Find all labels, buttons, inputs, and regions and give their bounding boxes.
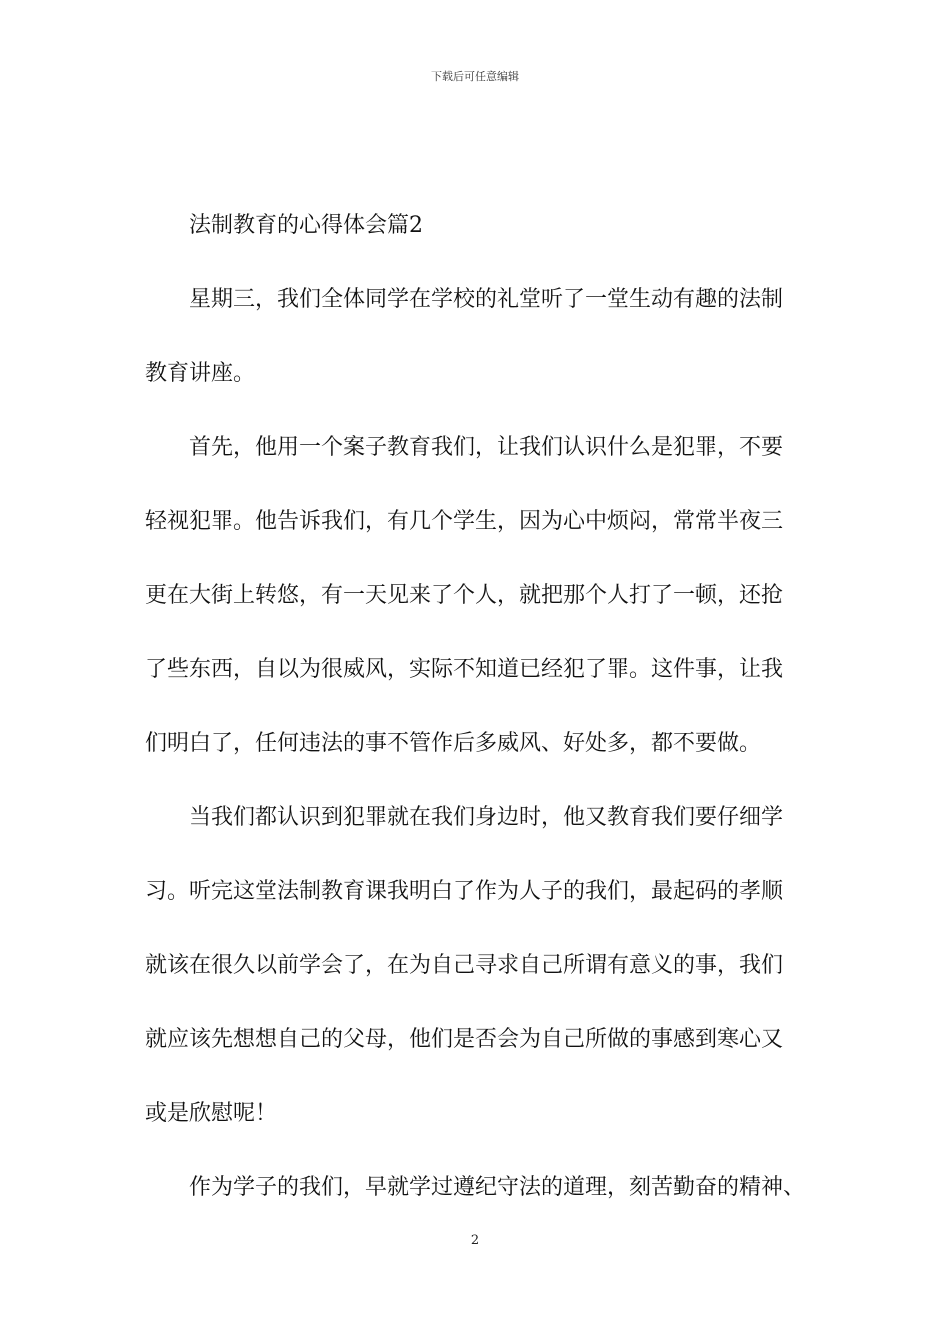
paragraph-line: 了些东西，自以为很威风，实际不知道已经犯了罪。这件事，让我 xyxy=(145,657,784,682)
paragraph-line: 就该在很久以前学会了，在为自己寻求自己所谓有意义的事，我们 xyxy=(145,953,784,978)
document-body xyxy=(145,198,825,1234)
paragraph-line: 轻视犯罪。他告诉我们，有几个学生，因为心中烦闷，常常半夜三 xyxy=(145,509,784,534)
paragraph-line: 更在大街上转悠，有一天见来了个人，就把那个人打了一顿，还抢 xyxy=(145,583,784,608)
paragraph-line: 或是欣慰呢！ xyxy=(145,1101,278,1126)
paragraph-line: 当我们都认识到犯罪就在我们身边时，他又教育我们要仔细学 xyxy=(189,805,784,830)
paragraph-line: 就应该先想想自己的父母，他们是否会为自己所做的事感到寒心又 xyxy=(145,1027,784,1052)
section-title: 法制教育的心得体会篇2 xyxy=(189,213,423,238)
page-number: 2 xyxy=(470,1233,480,1248)
paragraph-line: 们明白了，任何违法的事不管作后多威风、好处多，都不要做。 xyxy=(145,731,762,756)
paragraph-line: 习。听完这堂法制教育课我明白了作为人子的我们，最起码的孝顺 xyxy=(145,879,784,904)
paragraph-line: 首先，他用一个案子教育我们，让我们认识什么是犯罪，不要 xyxy=(189,435,784,460)
paragraph-line: 教育讲座。 xyxy=(145,361,256,386)
paragraph-line: 作为学子的我们，早就学过遵纪守法的道理，刻苦勤奋的精神、 xyxy=(189,1175,806,1200)
header-note: 下载后可任意编辑 xyxy=(431,70,519,83)
paragraph-line: 星期三，我们全体同学在学校的礼堂听了一堂生动有趣的法制 xyxy=(189,287,784,312)
